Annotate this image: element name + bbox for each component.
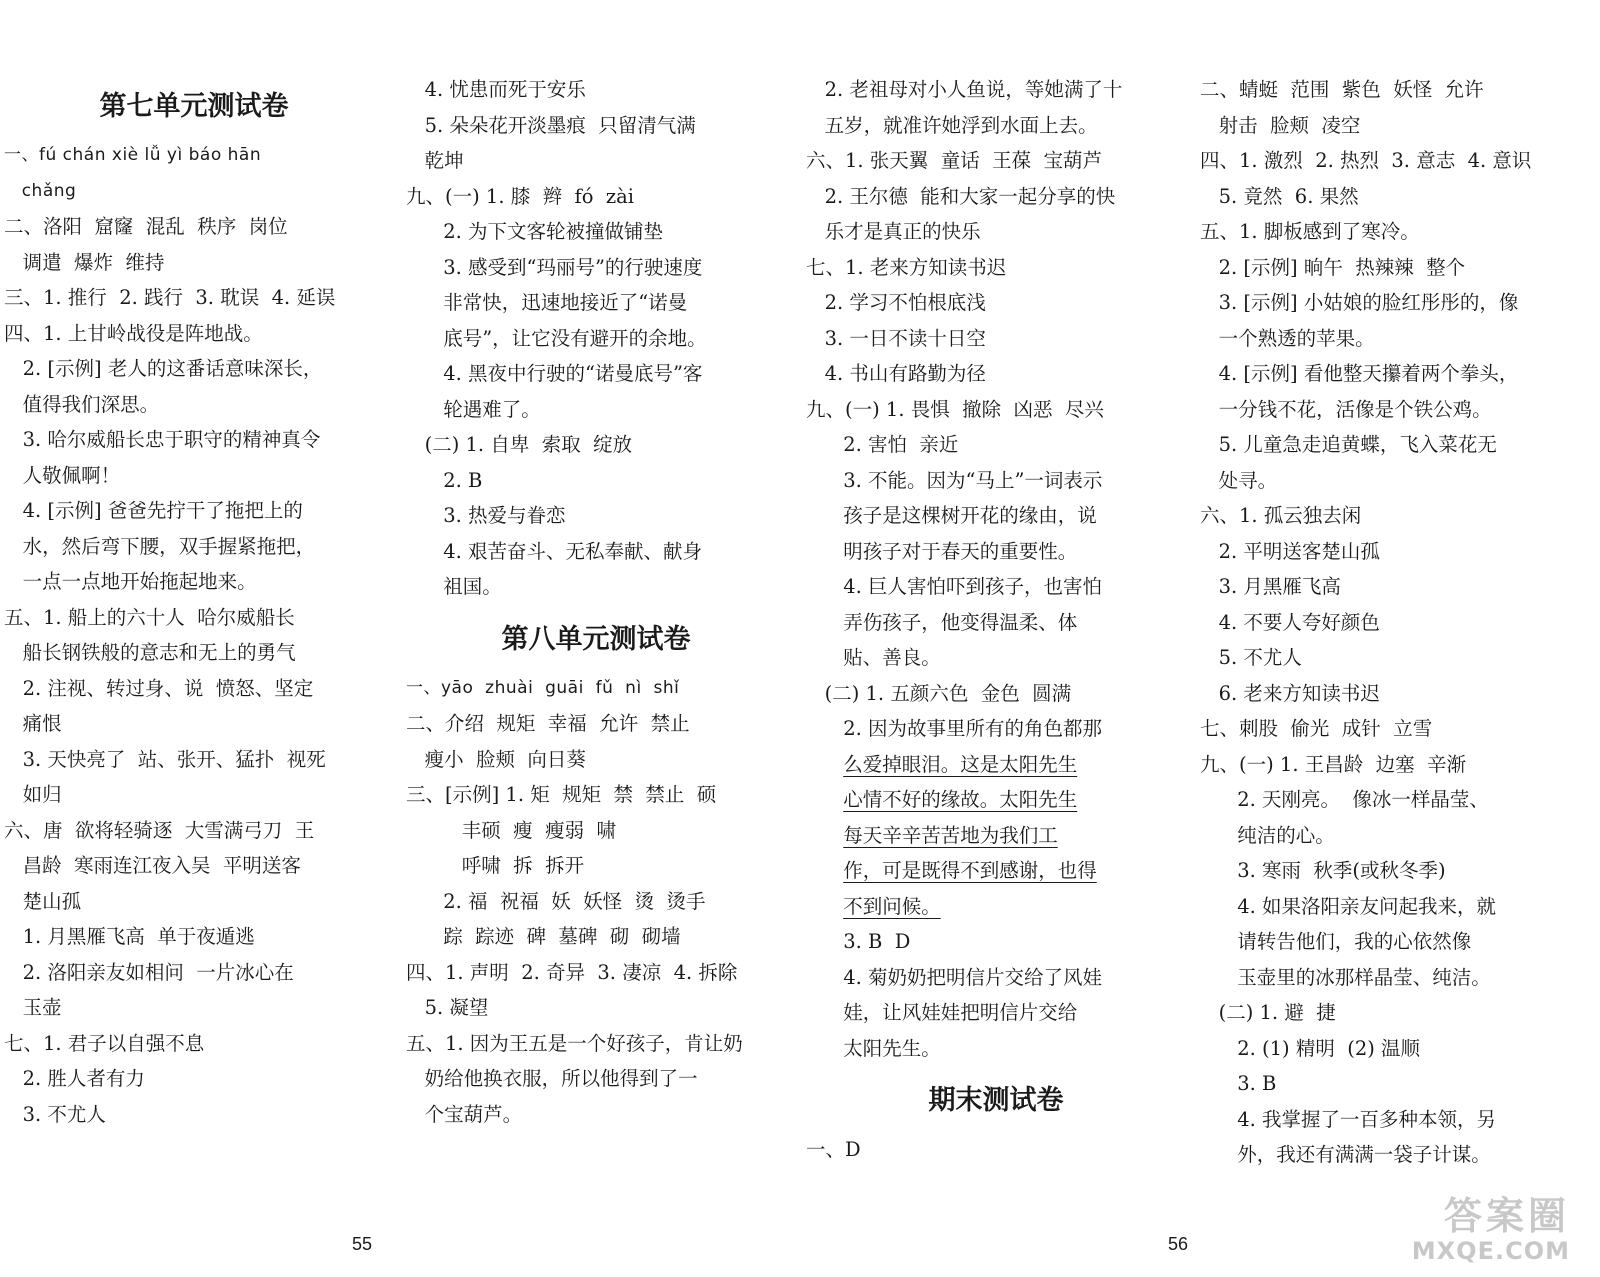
answer-line: 2. 老祖母对小人鱼说，等她满了十 bbox=[806, 78, 1123, 101]
answer-line: 2. [示例] 老人的这番话意味深长， bbox=[4, 357, 323, 380]
answer-line: 2. 因为故事里所有的角色都那 bbox=[806, 717, 1102, 740]
answer-line: 太阳先生。 bbox=[806, 1036, 941, 1060]
answer-line: 九、(一) 1. 畏惧 撤除 凶恶 尽兴 bbox=[806, 397, 1104, 421]
answer-line: 五岁，就准许她浮到水面上去。 bbox=[806, 113, 1098, 137]
column-2 bbox=[406, 72, 786, 1132]
answer-line: 4. [示例] 看他整天攥着两个拳头， bbox=[1200, 362, 1519, 385]
pinyin-line: 一、yāo zhuài guāi fǔ nì shǐ bbox=[406, 677, 680, 698]
answer-line: (二) 1. 避 捷 bbox=[1200, 1001, 1336, 1024]
answer-line: (二) 1. 自卑 索取 绽放 bbox=[406, 433, 633, 456]
answer-line: 五、1. 脚板感到了寒冷。 bbox=[1200, 220, 1420, 243]
answer-line: 3. B bbox=[1200, 1072, 1277, 1095]
answer-line: 4. [示例] 爸爸先拧干了拖把上的 bbox=[4, 499, 303, 522]
answer-line: 4. 如果洛阳亲友问起我来，就 bbox=[1200, 894, 1496, 918]
answer-line: 2. 害怕 亲近 bbox=[806, 433, 959, 456]
answer-line: 4. 黑夜中行驶的“诺曼底号”客 bbox=[406, 362, 703, 385]
pinyin-line: 一、fú chán xiè lǚ yì báo hān bbox=[4, 145, 262, 165]
answer-line: 乐才是真正的快乐 bbox=[806, 220, 981, 243]
answer-line: 六、1. 孤云独去闲 bbox=[1200, 504, 1362, 527]
answer-line: 请转告他们，我的心依然像 bbox=[1200, 930, 1472, 953]
answer-line: 七、刺股 偷光 成针 立雪 bbox=[1200, 717, 1433, 740]
answer-line: 弄伤孩子，他变得温柔、体 bbox=[806, 610, 1078, 634]
watermark-logo bbox=[1412, 1195, 1570, 1265]
answer-line: 4. 不要人夸好颜色 bbox=[1200, 610, 1380, 634]
answer-line: 六、唐 欲将轻骑逐 大雪满弓刀 王 bbox=[4, 818, 315, 842]
underlined-text: 每天辛辛苦苦地为我们工 bbox=[843, 823, 1058, 847]
answer-line: 一点一点地开始拖起地来。 bbox=[4, 570, 257, 593]
underlined-answer-line bbox=[806, 747, 1186, 783]
answer-line: 一、D bbox=[806, 1138, 861, 1161]
answer-line: 奶给他换衣服，所以他得到了一 bbox=[406, 1067, 698, 1090]
answer-line: 4. 书山有路勤为径 bbox=[806, 362, 986, 385]
underlined-text: 作，可是既得不到感谢，也得 bbox=[843, 859, 1097, 882]
answer-line: 踪 踪迹 碑 墓碑 砌 砌墙 bbox=[406, 925, 681, 948]
answer-line: 七、1. 老来方知读书迟 bbox=[806, 255, 1007, 279]
answer-line: 1. 月黑雁飞高 单于夜遁逃 bbox=[4, 925, 255, 948]
watermark-url: MXQE.COM bbox=[1411, 1237, 1570, 1265]
answer-line: 3. 热爱与眷恋 bbox=[406, 504, 566, 527]
answer-line: 2. 平明送客楚山孤 bbox=[1200, 539, 1380, 563]
answer-line: 5. 朵朵花开淡墨痕 只留清气满 bbox=[406, 113, 696, 137]
underlined-answer-line bbox=[806, 782, 1186, 818]
answer-line: 三、[示例] 1. 矩 规矩 禁 禁止 硕 bbox=[406, 783, 717, 806]
answer-line: 二、蜻蜓 范围 紫色 妖怪 允许 bbox=[1200, 78, 1484, 101]
answer-line: 娃，让风娃娃把明信片交给 bbox=[806, 1001, 1078, 1024]
answer-line: 个宝葫芦。 bbox=[406, 1102, 523, 1126]
pinyin-line: chǎng bbox=[4, 180, 77, 201]
answer-line: 3. 哈尔威船长忠于职守的精神真令 bbox=[4, 428, 321, 451]
answer-line: 轮遇难了。 bbox=[406, 397, 541, 421]
answer-line: 5. 不尤人 bbox=[1200, 646, 1302, 669]
answer-line: 3. 不能。因为“马上”一词表示 bbox=[806, 468, 1103, 492]
answer-line: 人敬佩啊！ bbox=[4, 463, 121, 487]
column-3 bbox=[806, 72, 1186, 1168]
answer-line: 射击 脸颊 凌空 bbox=[1200, 113, 1361, 137]
answer-line: 呼啸 拆 拆开 bbox=[406, 854, 585, 877]
answer-line: 4. 菊奶奶把明信片交给了风娃 bbox=[806, 965, 1102, 989]
answer-line: 楚山孤 bbox=[4, 889, 82, 913]
column-1 bbox=[4, 72, 384, 1132]
answer-line: 昌龄 寒雨连江夜入吴 平明送客 bbox=[4, 854, 301, 877]
answer-line: 2. B bbox=[406, 468, 483, 492]
answer-line: (二) 1. 五颜六色 金色 圆满 bbox=[806, 681, 1072, 705]
answer-line: 2. (1) 精明 (2) 温顺 bbox=[1200, 1036, 1421, 1060]
answer-line: 2. 学习不怕根底浅 bbox=[806, 291, 986, 314]
underlined-answer-line bbox=[806, 889, 1186, 925]
answer-line: 二、洛阳 窟窿 混乱 秩序 岗位 bbox=[4, 215, 288, 238]
answer-line: 痛恨 bbox=[4, 712, 62, 735]
section-heading: 期末测试卷 bbox=[928, 1085, 1064, 1116]
answer-line: 如归 bbox=[4, 783, 62, 806]
answer-line: 3. 天快亮了 站、张开、猛扑 视死 bbox=[4, 747, 326, 771]
answer-line: 七、1. 君子以自强不息 bbox=[4, 1031, 205, 1055]
answer-line: 值得我们深思。 bbox=[4, 392, 160, 416]
answer-line: 5. 竟然 6. 果然 bbox=[1200, 184, 1359, 208]
answer-line: 丰硕 瘦 瘦弱 啸 bbox=[406, 818, 616, 842]
answer-line: 贴、善良。 bbox=[806, 646, 941, 669]
answer-line: 2. 为下文客轮被撞做铺垫 bbox=[406, 220, 663, 243]
answer-line: 3. 月黑雁飞高 bbox=[1200, 575, 1341, 598]
underlined-answer-line bbox=[806, 853, 1186, 889]
answer-line: 孩子是这棵树开花的缘由，说 bbox=[806, 504, 1097, 527]
answer-line: 九、(一) 1. 膝 辫 fó zài bbox=[406, 184, 635, 208]
underlined-text: 不到问候。 bbox=[843, 894, 941, 918]
answer-line: 五、1. 因为王五是一个好孩子，肯让奶 bbox=[406, 1031, 743, 1055]
answer-line: 水，然后弯下腰，双手握紧拖把， bbox=[4, 534, 316, 558]
answer-line: 玉壶里的冰那样晶莹、纯洁。 bbox=[1200, 965, 1491, 989]
answer-line: 纯洁的心。 bbox=[1200, 823, 1335, 847]
answer-line: 3. 不尤人 bbox=[4, 1102, 106, 1126]
underlined-text: 心情不好的缘故。太阳先生 bbox=[843, 788, 1078, 811]
answer-line: 六、1. 张天翼 童话 王葆 宝葫芦 bbox=[806, 149, 1102, 172]
answer-line: 处寻。 bbox=[1200, 468, 1278, 492]
answer-line: 瘦小 脸颊 向日葵 bbox=[406, 747, 586, 771]
answer-line: 四、1. 激烈 2. 热烈 3. 意志 4. 意识 bbox=[1200, 149, 1532, 172]
page-number-right: 56 bbox=[1168, 1234, 1189, 1254]
answer-line: 二、介绍 规矩 幸福 允许 禁止 bbox=[406, 712, 690, 735]
answer-line: 底号”，让它没有避开的余地。 bbox=[406, 326, 707, 350]
answer-line: 一个熟透的苹果。 bbox=[1200, 326, 1375, 350]
page-number-left: 55 bbox=[352, 1234, 373, 1254]
section-heading: 第七单元测试卷 bbox=[99, 91, 289, 122]
answer-line: 船长钢铁般的意志和无上的勇气 bbox=[4, 641, 296, 664]
answer-line: 外，我还有满满一袋子计谋。 bbox=[1200, 1143, 1491, 1166]
answer-line: 2. 注视、转过身、说 愤怒、坚定 bbox=[4, 676, 314, 700]
answer-line: 3. 一日不读十日空 bbox=[806, 326, 986, 350]
answer-line: 九、(一) 1. 王昌龄 边塞 辛渐 bbox=[1200, 752, 1467, 776]
answer-line: 乾坤 bbox=[406, 149, 464, 172]
answer-line: 3. 感受到“玛丽号”的行驶速度 bbox=[406, 255, 703, 279]
answer-line: 祖国。 bbox=[406, 575, 502, 598]
underlined-answer-line bbox=[806, 818, 1186, 854]
answer-line: 五、1. 船上的六十人 哈尔威船长 bbox=[4, 605, 295, 629]
answer-line: 4. 艰苦奋斗、无私奉献、献身 bbox=[406, 539, 702, 563]
answer-line: 4. 巨人害怕吓到孩子，也害怕 bbox=[806, 575, 1102, 598]
answer-line: 2. 福 祝福 妖 妖怪 烫 烫手 bbox=[406, 889, 706, 913]
section-heading: 第八单元测试卷 bbox=[501, 623, 691, 655]
answer-line: 一分钱不花，活像是个铁公鸡。 bbox=[1200, 397, 1492, 421]
answer-line: 三、1. 推行 2. 践行 3. 耽误 4. 延误 bbox=[4, 286, 336, 309]
answer-line: 4. 忧患而死于安乐 bbox=[406, 78, 586, 101]
answer-line: 3. [示例] 小姑娘的脸红彤彤的，像 bbox=[1200, 291, 1519, 314]
underlined-text: 么爱掉眼泪。这是太阳先生 bbox=[843, 752, 1078, 776]
column-4 bbox=[1200, 72, 1580, 1173]
answer-line: 四、1. 声明 2. 奇异 3. 凄凉 4. 拆除 bbox=[406, 960, 738, 984]
answer-line: 5. 儿童急走追黄蝶，飞入菜花无 bbox=[1200, 433, 1497, 456]
answer-line: 2. 洛阳亲友如相问 一片冰心在 bbox=[4, 960, 294, 984]
answer-line: 明孩子对于春天的重要性。 bbox=[806, 539, 1078, 563]
answer-line: 2. 王尔德 能和大家一起分享的快 bbox=[806, 184, 1116, 208]
answer-line: 5. 凝望 bbox=[406, 996, 489, 1019]
answer-line: 4. 我掌握了一百多种本领，另 bbox=[1200, 1107, 1496, 1131]
answer-line: 四、1. 上甘岭战役是阵地战。 bbox=[4, 321, 263, 345]
answer-line: 6. 老来方知读书迟 bbox=[1200, 681, 1380, 705]
answer-line: 玉壶 bbox=[4, 996, 62, 1019]
answer-line: 调遣 爆炸 维持 bbox=[4, 250, 165, 274]
answer-line: 3. 寒雨 秋季(或秋冬季) bbox=[1200, 859, 1446, 882]
answer-line: 2. 胜人者有力 bbox=[4, 1067, 145, 1090]
answer-line: 2. [示例] 晌午 热辣辣 整个 bbox=[1200, 255, 1466, 279]
watermark-title: 答案圈 bbox=[1443, 1194, 1570, 1238]
answer-line: 非常快，迅速地接近了“诺曼 bbox=[406, 291, 688, 314]
answer-line: 2. 天刚亮。 像冰一样晶莹、 bbox=[1200, 788, 1489, 811]
answer-line: 3. B D bbox=[806, 930, 911, 953]
